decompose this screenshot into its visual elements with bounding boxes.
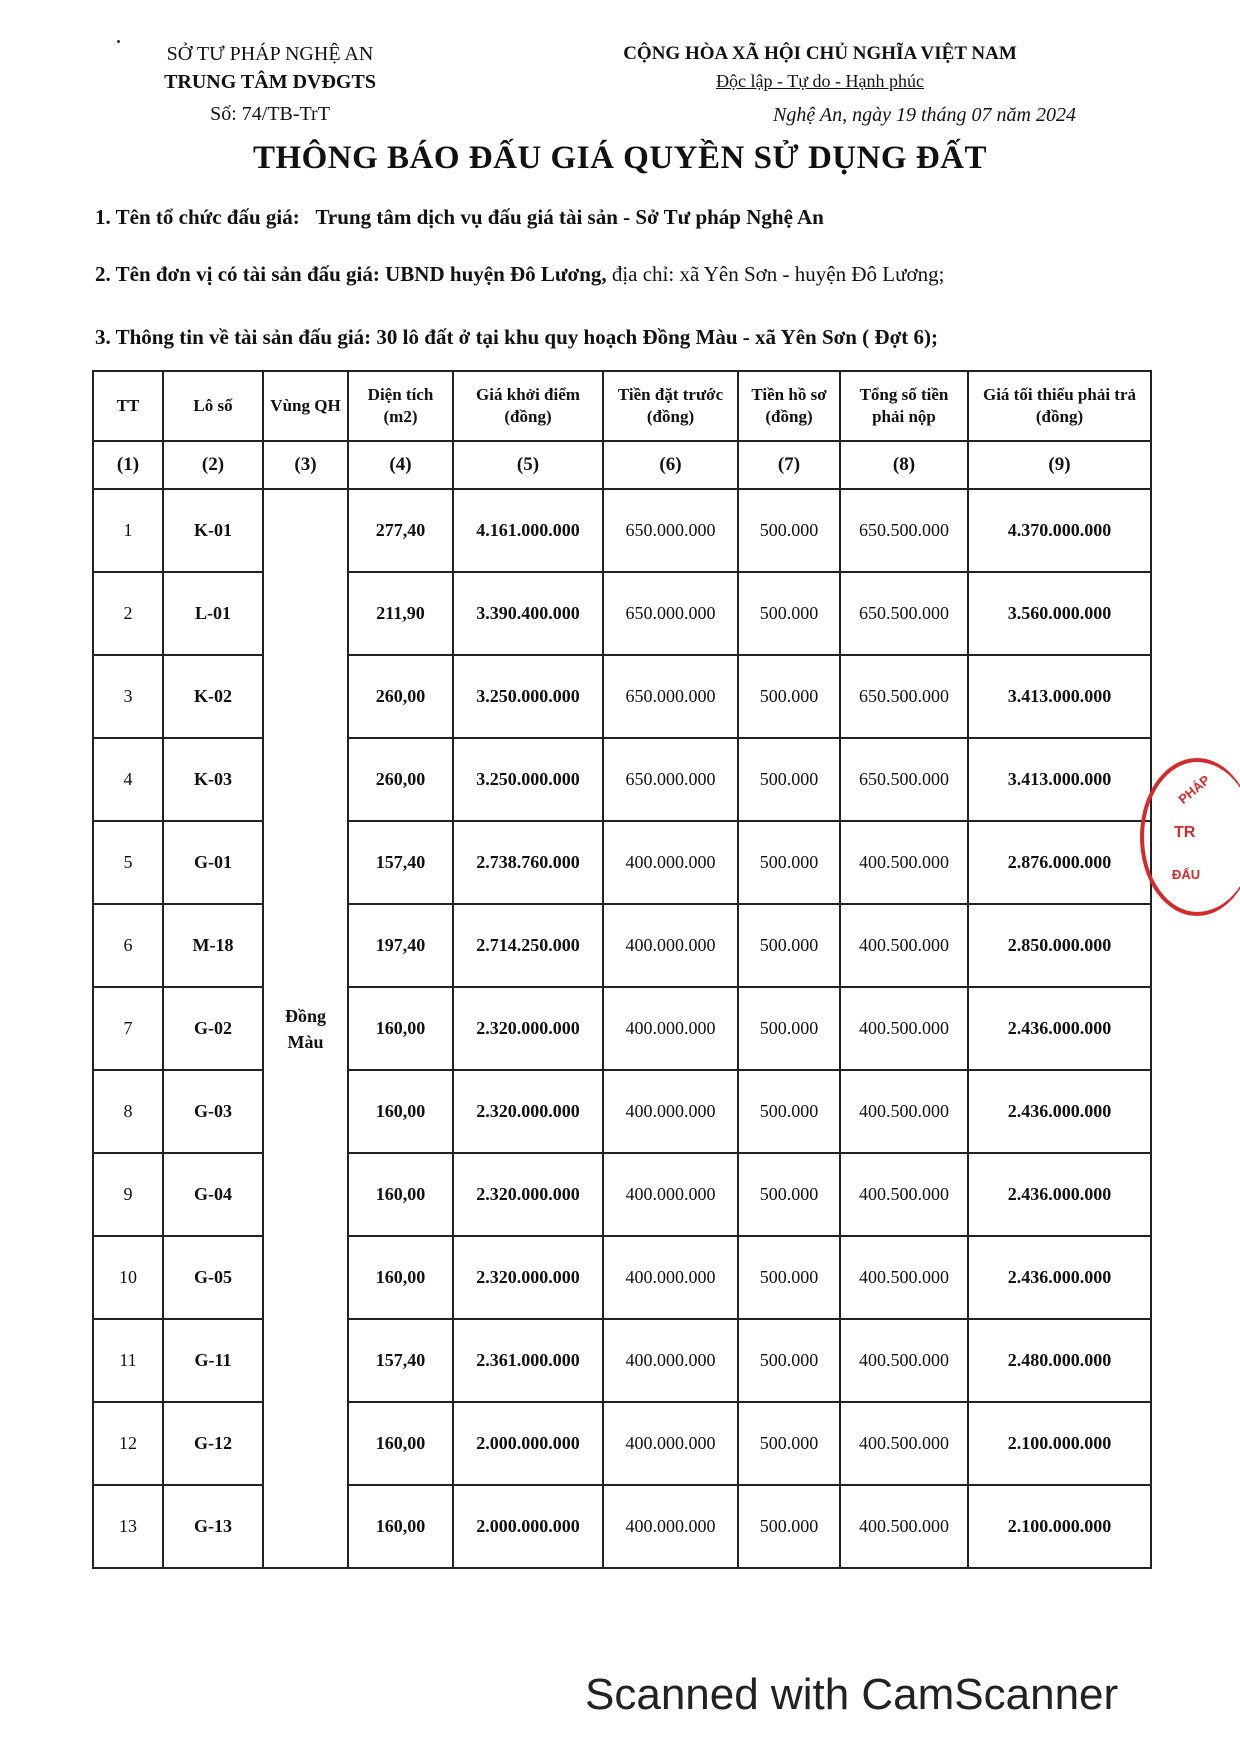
cell-fee: 500.000 — [738, 489, 840, 572]
cell-tt: 7 — [93, 987, 163, 1070]
cell-min-price: 2.480.000.000 — [968, 1319, 1151, 1402]
table-row — [93, 821, 1151, 904]
cell-fee: 500.000 — [738, 987, 840, 1070]
cell-start-price: 2.000.000.000 — [453, 1402, 603, 1485]
info-item-2-label: 2. Tên đơn vị có tài sản đấu giá: UBND huyện Đô Lương, — [95, 262, 607, 286]
cell-area: 157,40 — [348, 821, 453, 904]
col-header-start-price: Giá khởi điểm (đồng) — [453, 371, 603, 441]
cell-total: 650.500.000 — [840, 572, 968, 655]
cell-total: 400.500.000 — [840, 1402, 968, 1485]
cell-min-price: 3.560.000.000 — [968, 572, 1151, 655]
cell-area: 197,40 — [348, 904, 453, 987]
cell-min-price: 2.850.000.000 — [968, 904, 1151, 987]
info-item-3 — [95, 325, 938, 350]
cell-total: 400.500.000 — [840, 1485, 968, 1568]
cell-deposit: 400.000.000 — [603, 987, 738, 1070]
stamp-text-2: TR — [1174, 824, 1196, 841]
auction-lots-table — [92, 370, 1152, 1569]
cell-deposit: 650.000.000 — [603, 655, 738, 738]
col-header-zone: Vùng QH — [263, 371, 348, 441]
cell-tt: 11 — [93, 1319, 163, 1402]
cell-fee: 500.000 — [738, 821, 840, 904]
cell-lot: K-03 — [163, 738, 263, 821]
cell-tt: 5 — [93, 821, 163, 904]
info-item-1-label: 1. Tên tổ chức đấu giá: — [95, 205, 300, 229]
cell-fee: 500.000 — [738, 1319, 840, 1402]
nation-name: CỘNG HÒA XÃ HỘI CHỦ NGHĨA VIỆT NAM — [623, 43, 1017, 64]
cell-min-price: 2.100.000.000 — [968, 1402, 1151, 1485]
cell-start-price: 2.361.000.000 — [453, 1319, 603, 1402]
cell-start-price: 3.250.000.000 — [453, 738, 603, 821]
cell-start-price: 3.390.400.000 — [453, 572, 603, 655]
cell-deposit: 400.000.000 — [603, 821, 738, 904]
cell-start-price: 2.320.000.000 — [453, 1153, 603, 1236]
cell-fee: 500.000 — [738, 1153, 840, 1236]
cell-deposit: 650.000.000 — [603, 738, 738, 821]
issuer-department: SỞ TƯ PHÁP NGHỆ AN — [166, 43, 374, 65]
table-header-row — [93, 371, 1151, 441]
cell-lot: G-02 — [163, 987, 263, 1070]
cell-total: 650.500.000 — [840, 738, 968, 821]
cell-start-price: 2.714.250.000 — [453, 904, 603, 987]
cell-total: 400.500.000 — [840, 1319, 968, 1402]
table-row — [93, 572, 1151, 655]
table-row — [93, 1236, 1151, 1319]
col-index: (2) — [163, 441, 263, 489]
issuer-center: TRUNG TÂM DVĐGTS — [164, 71, 376, 93]
document-number: Số: 74/TB-TrT — [210, 103, 330, 125]
col-index: (8) — [840, 441, 968, 489]
cell-start-price: 4.161.000.000 — [453, 489, 603, 572]
table-row — [93, 904, 1151, 987]
cell-fee: 500.000 — [738, 1485, 840, 1568]
cell-fee: 500.000 — [738, 1402, 840, 1485]
issuer-block — [150, 40, 390, 128]
cell-fee: 500.000 — [738, 1070, 840, 1153]
col-header-tt: TT — [93, 371, 163, 441]
cell-lot: G-11 — [163, 1319, 263, 1402]
info-item-2-value: địa chỉ: xã Yên Sơn - huyện Đô Lương; — [606, 262, 945, 286]
cell-tt: 8 — [93, 1070, 163, 1153]
cell-min-price: 4.370.000.000 — [968, 489, 1151, 572]
info-item-3-text: 3. Thông tin về tài sản đấu giá: 30 lô đất ở tại khu quy hoạch Đồng Màu - xã Yên Sơn ( Đợt 6); — [95, 325, 938, 349]
cell-start-price: 2.320.000.000 — [453, 987, 603, 1070]
col-header-area: Diện tích (m2) — [348, 371, 453, 441]
col-index: (6) — [603, 441, 738, 489]
stamp-text-3: ĐẤU — [1172, 867, 1201, 882]
cell-total: 400.500.000 — [840, 987, 968, 1070]
table-row — [93, 1319, 1151, 1402]
scan-speck — [117, 40, 120, 43]
cell-lot: L-01 — [163, 572, 263, 655]
column-index-row — [93, 441, 1151, 489]
info-item-2 — [95, 262, 944, 287]
col-index: (1) — [93, 441, 163, 489]
cell-min-price: 2.436.000.000 — [968, 1153, 1151, 1236]
cell-deposit: 400.000.000 — [603, 1319, 738, 1402]
col-index: (3) — [263, 441, 348, 489]
cell-deposit: 400.000.000 — [603, 1070, 738, 1153]
table-row — [93, 987, 1151, 1070]
cell-start-price: 2.320.000.000 — [453, 1236, 603, 1319]
cell-min-price: 2.100.000.000 — [968, 1485, 1151, 1568]
cell-fee: 500.000 — [738, 1236, 840, 1319]
cell-min-price: 3.413.000.000 — [968, 655, 1151, 738]
cell-tt: 3 — [93, 655, 163, 738]
col-header-deposit: Tiền đặt trước (đồng) — [603, 371, 738, 441]
cell-deposit: 650.000.000 — [603, 572, 738, 655]
cell-min-price: 2.436.000.000 — [968, 1070, 1151, 1153]
cell-start-price: 3.250.000.000 — [453, 655, 603, 738]
cell-area: 160,00 — [348, 1236, 453, 1319]
issue-date: Nghệ An, ngày 19 tháng 07 năm 2024 — [773, 104, 1076, 126]
official-seal-stamp — [1140, 758, 1240, 916]
cell-fee: 500.000 — [738, 572, 840, 655]
cell-total: 400.500.000 — [840, 904, 968, 987]
cell-total: 400.500.000 — [840, 821, 968, 904]
cell-lot: G-12 — [163, 1402, 263, 1485]
cell-min-price: 2.436.000.000 — [968, 987, 1151, 1070]
info-item-1 — [95, 205, 824, 230]
cell-zone — [263, 489, 348, 1568]
col-index: (5) — [453, 441, 603, 489]
zone-line-2: Màu — [287, 1031, 324, 1052]
cell-tt: 1 — [93, 489, 163, 572]
cell-total: 400.500.000 — [840, 1153, 968, 1236]
cell-total: 650.500.000 — [840, 655, 968, 738]
cell-lot: K-01 — [163, 489, 263, 572]
camscanner-watermark: Scanned with CamScanner — [585, 1670, 1119, 1719]
cell-area: 160,00 — [348, 1485, 453, 1568]
info-item-1-value: Trung tâm dịch vụ đấu giá tài sản - Sở Tư pháp Nghệ An — [315, 205, 824, 229]
cell-start-price: 2.738.760.000 — [453, 821, 603, 904]
cell-area: 277,40 — [348, 489, 453, 572]
table-row — [93, 489, 1151, 572]
cell-lot: G-01 — [163, 821, 263, 904]
cell-start-price: 2.000.000.000 — [453, 1485, 603, 1568]
cell-lot: G-04 — [163, 1153, 263, 1236]
cell-total: 400.500.000 — [840, 1070, 968, 1153]
cell-area: 157,40 — [348, 1319, 453, 1402]
col-header-total: Tổng số tiền phải nộp — [840, 371, 968, 441]
cell-tt: 6 — [93, 904, 163, 987]
cell-area: 260,00 — [348, 738, 453, 821]
cell-tt: 2 — [93, 572, 163, 655]
cell-tt: 4 — [93, 738, 163, 821]
cell-tt: 13 — [93, 1485, 163, 1568]
document-title: THÔNG BÁO ĐẤU GIÁ QUYỀN SỬ DỤNG ĐẤT — [252, 140, 988, 176]
cell-start-price: 2.320.000.000 — [453, 1070, 603, 1153]
cell-tt: 12 — [93, 1402, 163, 1485]
cell-area: 260,00 — [348, 655, 453, 738]
cell-lot: G-05 — [163, 1236, 263, 1319]
cell-deposit: 400.000.000 — [603, 1153, 738, 1236]
cell-lot: M-18 — [163, 904, 263, 987]
table-row — [93, 655, 1151, 738]
col-header-lot: Lô số — [163, 371, 263, 441]
cell-area: 160,00 — [348, 1070, 453, 1153]
cell-deposit: 400.000.000 — [603, 904, 738, 987]
col-index: (9) — [968, 441, 1151, 489]
cell-area: 160,00 — [348, 987, 453, 1070]
col-header-min-price: Giá tối thiểu phải trả (đồng) — [968, 371, 1151, 441]
cell-total: 650.500.000 — [840, 489, 968, 572]
motto: Độc lập - Tự do - Hạnh phúc — [716, 71, 924, 91]
col-index: (4) — [348, 441, 453, 489]
cell-min-price: 3.413.000.000 — [968, 738, 1151, 821]
national-motto-block — [560, 40, 1080, 130]
cell-lot: G-03 — [163, 1070, 263, 1153]
cell-area: 160,00 — [348, 1402, 453, 1485]
cell-tt: 9 — [93, 1153, 163, 1236]
cell-lot: K-02 — [163, 655, 263, 738]
table-row — [93, 1153, 1151, 1236]
table-row — [93, 1485, 1151, 1568]
table-row — [93, 1070, 1151, 1153]
col-index: (7) — [738, 441, 840, 489]
stamp-text-1: PHÁP — [1175, 772, 1213, 807]
cell-fee: 500.000 — [738, 904, 840, 987]
zone-line-1: Đồng — [284, 1005, 326, 1026]
cell-deposit: 650.000.000 — [603, 489, 738, 572]
cell-min-price: 2.876.000.000 — [968, 821, 1151, 904]
table-row — [93, 1402, 1151, 1485]
cell-lot: G-13 — [163, 1485, 263, 1568]
cell-area: 160,00 — [348, 1153, 453, 1236]
cell-deposit: 400.000.000 — [603, 1236, 738, 1319]
cell-deposit: 400.000.000 — [603, 1402, 738, 1485]
cell-deposit: 400.000.000 — [603, 1485, 738, 1568]
cell-tt: 10 — [93, 1236, 163, 1319]
cell-fee: 500.000 — [738, 738, 840, 821]
col-header-fee: Tiền hồ sơ (đồng) — [738, 371, 840, 441]
cell-min-price: 2.436.000.000 — [968, 1236, 1151, 1319]
cell-total: 400.500.000 — [840, 1236, 968, 1319]
table-row — [93, 738, 1151, 821]
cell-fee: 500.000 — [738, 655, 840, 738]
cell-area: 211,90 — [348, 572, 453, 655]
